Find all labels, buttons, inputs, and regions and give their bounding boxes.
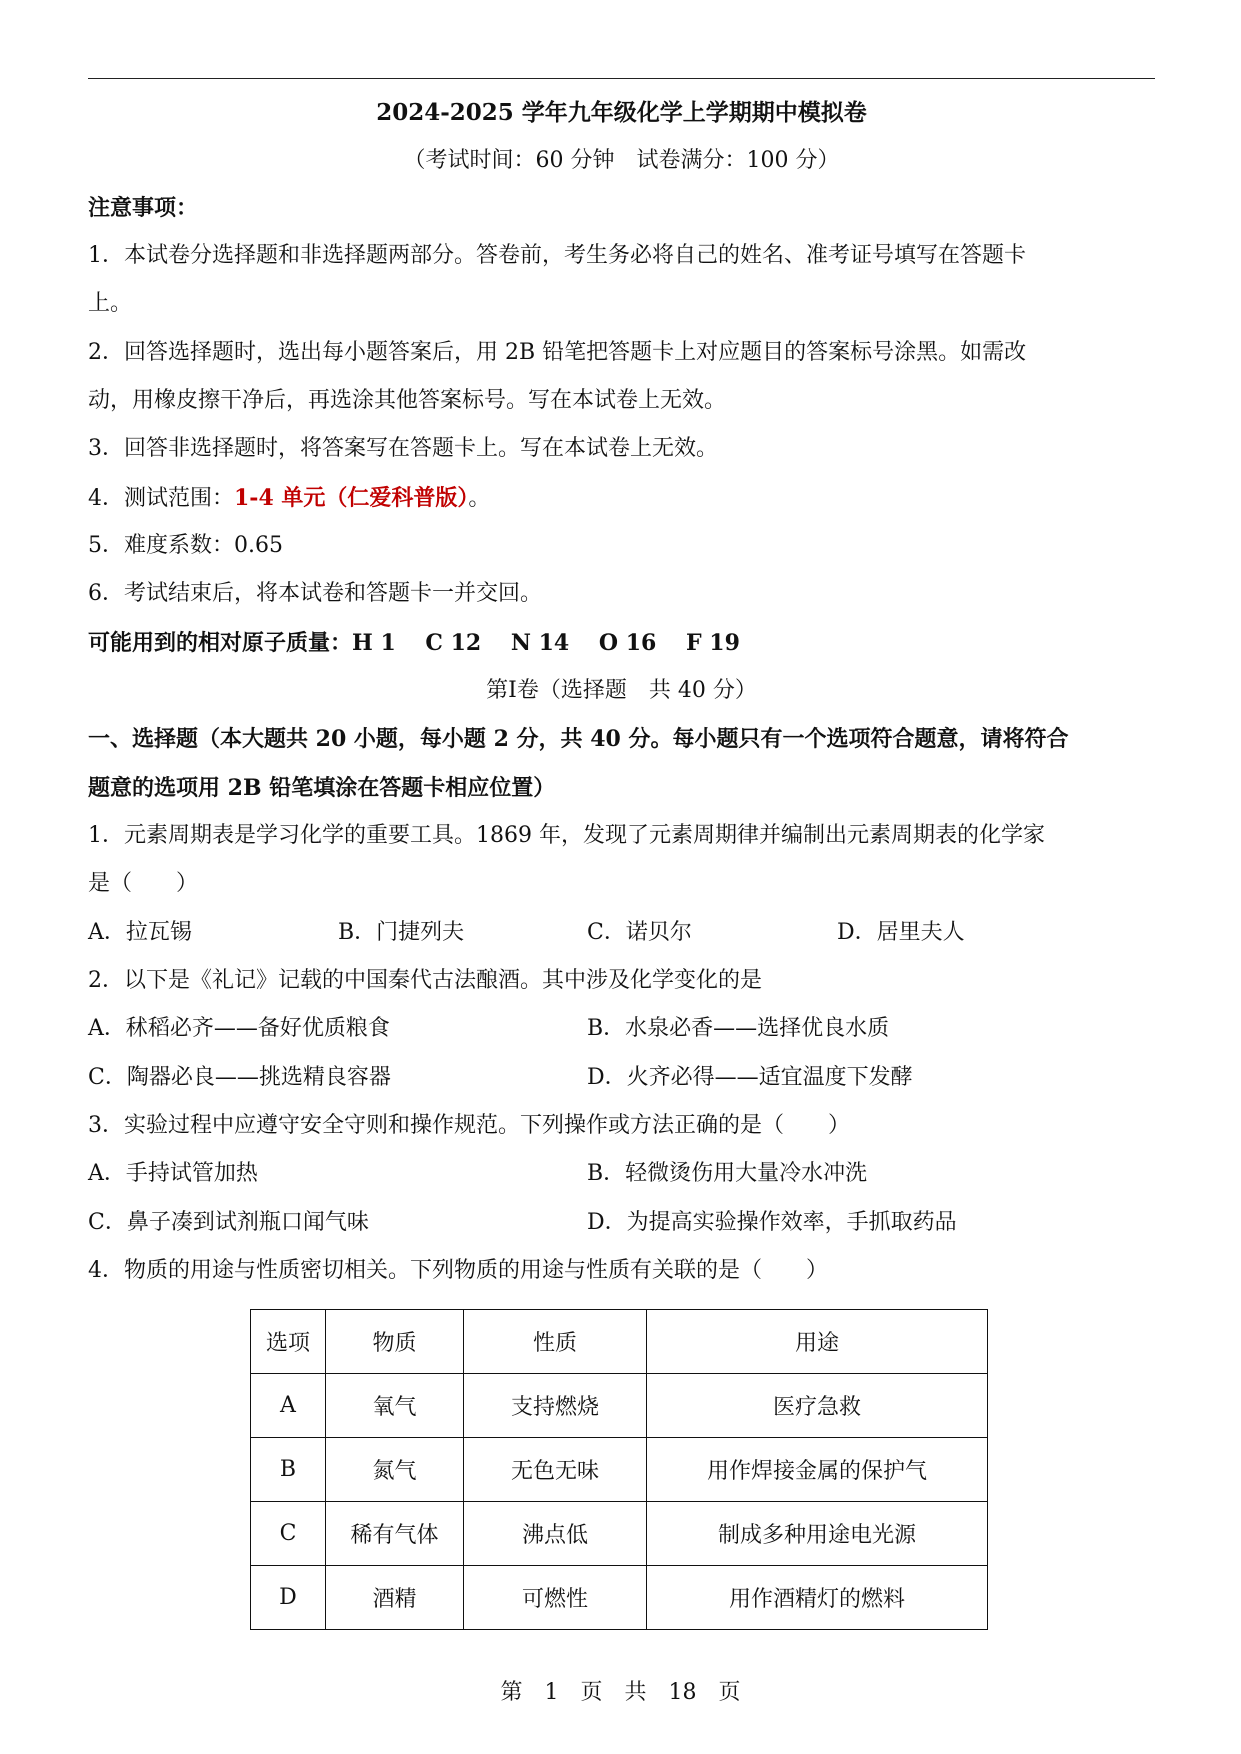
table-header-cell: 用途: [647, 1310, 988, 1374]
q2-option-b: B．水泉必香——选择优良水质: [587, 1016, 890, 1041]
table-cell: 制成多种用途电光源: [647, 1502, 988, 1566]
table-cell: 酒精: [326, 1566, 464, 1630]
table-cell: 用作酒精灯的燃料: [647, 1566, 988, 1630]
note-2-line-2: 动，用橡皮擦干净后，再选涂其他答案标号。写在本试卷上无效。: [88, 388, 727, 413]
q1-stem-line-2: 是（ ）: [88, 871, 199, 896]
exam-subtitle: （考试时间：60 分钟 试卷满分：100 分）: [403, 148, 840, 173]
q2-option-a: A．秫稻必齐——备好优质粮食: [88, 1016, 390, 1041]
q1-option-c: C．诺贝尔: [587, 920, 692, 945]
table-header-cell: 选项: [251, 1310, 326, 1374]
q4-table: [250, 1309, 988, 1630]
section-title: 第I卷（选择题 共 40 分）: [486, 678, 757, 703]
q3-option-d: D．为提高实验操作效率，手抓取药品: [587, 1210, 957, 1235]
table-cell: D: [251, 1566, 326, 1630]
q1-stem-line-1: 1．元素周期表是学习化学的重要工具。1869 年，发现了元素周期律并编制出元素周期表的化学家: [88, 823, 1045, 848]
note-4-prefix: 4．测试范围：: [88, 486, 234, 511]
table-cell: 无色无味: [464, 1438, 647, 1502]
q2-option-c: C．陶器必良——挑选精良容器: [88, 1065, 391, 1090]
q4-stem: 4．物质的用途与性质密切相关。下列物质的用途与性质有关联的是（ ）: [88, 1258, 828, 1283]
note-6: 6．考试结束后，将本试卷和答题卡一并交回。: [88, 581, 542, 606]
table-cell: 氧气: [326, 1374, 464, 1438]
table-header-cell: 性质: [464, 1310, 647, 1374]
table-cell: 用作焊接金属的保护气: [647, 1438, 988, 1502]
q2-option-d: D．火齐必得——适宜温度下发酵: [587, 1065, 913, 1090]
q3-option-b: B．轻微烫伤用大量冷水冲洗: [587, 1161, 868, 1186]
table-cell: B: [251, 1438, 326, 1502]
table-cell: 稀有气体: [326, 1502, 464, 1566]
note-4-suffix: 。: [468, 486, 491, 511]
page-footer: 第 1 页 共 18 页: [500, 1680, 741, 1705]
q1-option-d: D．居里夫人: [837, 920, 965, 945]
q3-stem: 3．实验过程中应遵守安全守则和操作规范。下列操作或方法正确的是（ ）: [88, 1113, 850, 1138]
q1-option-a: A．拉瓦锡: [88, 920, 192, 945]
note-3: 3．回答非选择题时，将答案写在答题卡上。写在本试卷上无效。: [88, 436, 718, 461]
table-row: [251, 1374, 988, 1438]
section-instruction-line-1: 一、选择题（本大题共 20 小题，每小题 2 分，共 40 分。每小题只有一个选项符合题意，请将符合: [88, 726, 1069, 752]
note-2-line-1: 2．回答选择题时，选出每小题答案后，用 2B 铅笔把答题卡上对应题目的答案标号涂黑。如需改: [88, 340, 1027, 365]
q3-option-a: A．手持试管加热: [88, 1161, 258, 1186]
table-cell: C: [251, 1502, 326, 1566]
notes-heading: 注意事项：: [88, 195, 199, 221]
table-row: [251, 1502, 988, 1566]
table-row: [251, 1438, 988, 1502]
note-5: 5．难度系数：0.65: [88, 533, 283, 558]
atomic-masses: 可能用到的相对原子质量：H 1 C 12 N 14 O 16 F 19: [88, 630, 740, 656]
table-row: [251, 1566, 988, 1630]
section-instruction-line-2: 题意的选项用 2B 铅笔填涂在答题卡相应位置）: [88, 775, 556, 801]
table-cell: 支持燃烧: [464, 1374, 647, 1438]
note-4-scope: 1-4 单元（仁爱科普版）: [234, 485, 469, 511]
q2-stem: 2．以下是《礼记》记载的中国秦代古法酿酒。其中涉及化学变化的是: [88, 968, 762, 993]
note-1-line-2: 上。: [88, 291, 133, 316]
table-cell: 沸点低: [464, 1502, 647, 1566]
table-cell: 可燃性: [464, 1566, 647, 1630]
table-cell: 氮气: [326, 1438, 464, 1502]
note-4: [88, 483, 1158, 514]
header-rule: [88, 78, 1155, 79]
exam-title: 2024-2025 学年九年级化学上学期期中模拟卷: [376, 99, 867, 126]
table-header-cell: 物质: [326, 1310, 464, 1374]
table-cell: 医疗急救: [647, 1374, 988, 1438]
note-1-line-1: 1．本试卷分选择题和非选择题两部分。答卷前，考生务必将自己的姓名、准考证号填写在答题卡: [88, 243, 1027, 268]
table-header-row: [251, 1310, 988, 1374]
table-cell: A: [251, 1374, 326, 1438]
q3-option-c: C．鼻子凑到试剂瓶口闻气味: [88, 1210, 369, 1235]
q1-option-b: B．门捷列夫: [338, 920, 465, 945]
